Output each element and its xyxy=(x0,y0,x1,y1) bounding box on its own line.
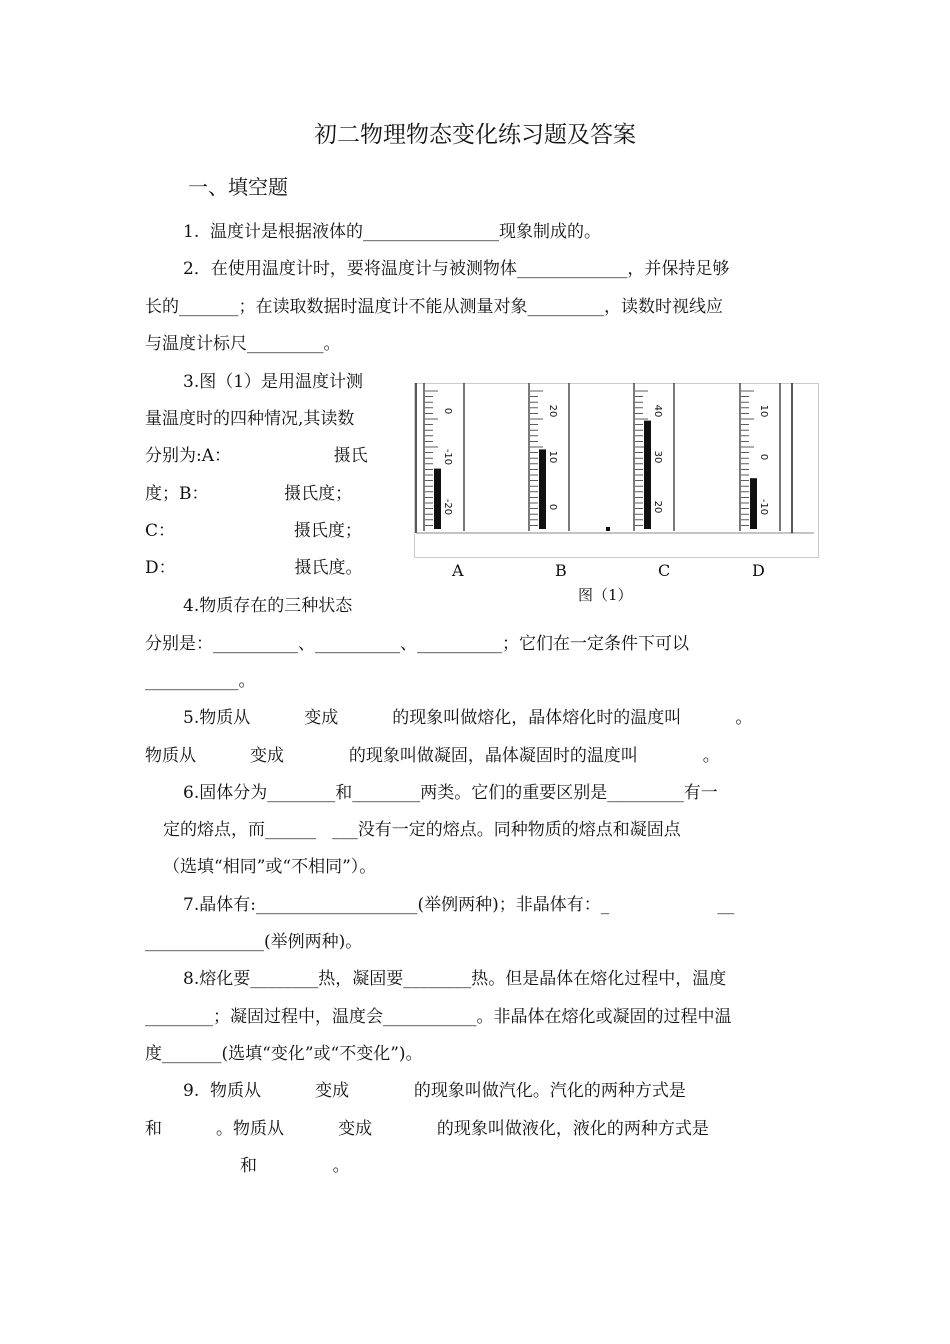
question-9-line-1: 9. 物质从 变成 的现象叫做汽化。汽化的两种方式是 xyxy=(183,1081,686,1101)
question-1: 1. 温度计是根据液体的________________现象制成的。 xyxy=(183,222,602,242)
page-title: 初二物理物态变化练习题及答案 xyxy=(314,122,636,148)
thermometer-a-scale-label: -20 xyxy=(442,498,453,516)
figure-label-c: C xyxy=(658,561,671,580)
question-3-line-4: 度；B： 摄氏度； xyxy=(145,484,353,504)
question-8-line-1: 8.熔化要________热，凝固要________热。但是晶体在熔化过程中，温度 xyxy=(183,969,727,989)
thermometer-d-liquid xyxy=(750,478,757,529)
question-2-line-3: 与温度计标尺_________。 xyxy=(145,334,341,354)
thermometer-b-liquid xyxy=(539,449,546,529)
question-8-line-2: ________；凝固过程中，温度会___________。非晶体在熔化或凝固的过程中温 xyxy=(145,1007,732,1027)
question-6-line-1: 6.固体分为________和________两类。它们的重要区别是_________有一 xyxy=(183,783,718,803)
question-5-line-1: 5.物质从 变成 的现象叫做熔化，晶体熔化时的温度叫 。 xyxy=(183,708,753,728)
thermometer-c-scale-label: 30 xyxy=(652,450,663,464)
thermometer-c-scale-label: 20 xyxy=(652,500,663,514)
question-3-line-2: 量温度时的四种情况,其读数 xyxy=(145,409,355,429)
thermometer-d-scale-label: 0 xyxy=(758,453,769,461)
question-3-line-3: 分别为:A： 摄氏 xyxy=(145,446,368,466)
figure-label-a: A xyxy=(452,561,464,580)
question-6-line-2: 定的熔点，而______ ___没有一定的熔点。同种物质的熔点和凝固点 xyxy=(163,820,681,840)
question-9-line-2: 和 。物质从 变成 的现象叫做液化，液化的两种方式是 xyxy=(145,1119,709,1139)
question-7-line-2: ______________(举例两种)。 xyxy=(145,932,363,952)
thermometer-d-scale-label: 10 xyxy=(758,404,769,418)
question-2-line-2: 长的_______；在读取数据时温度计不能从测量对象_________，读数时视线应 xyxy=(145,297,723,317)
figure-label-b: B xyxy=(555,561,567,580)
thermometer-b-scale-label: 0 xyxy=(547,503,558,511)
question-3-line-1: 3.图（1）是用温度计测 xyxy=(183,372,364,392)
section-heading: 一、填空题 xyxy=(188,175,288,199)
thermometer-b-scale-label: 10 xyxy=(547,450,558,464)
figure-caption: 图（1） xyxy=(578,586,633,604)
question-8-line-3: 度_______(选填“变化”或“不变化”)。 xyxy=(145,1044,423,1064)
question-7-line-1: 7.晶体有:___________________(举例两种)；非晶体有：_ __ xyxy=(183,895,735,915)
question-4-line-3: ___________。 xyxy=(145,671,256,691)
question-3-line-5: C： 摄氏度； xyxy=(145,521,362,541)
thermometer-a-scale-label: -10 xyxy=(442,448,453,466)
thermometer-c-liquid xyxy=(644,421,651,529)
question-3-line-6: D： 摄氏度。 xyxy=(145,558,363,578)
thermometer-a-liquid xyxy=(434,469,441,529)
thermometer-d-scale-label: -10 xyxy=(758,498,769,516)
thermometer-b-scale-label: 20 xyxy=(547,404,558,418)
question-2-line-1: 2．在使用温度计时，要将温度计与被测物体_____________，并保持足够 xyxy=(183,259,730,279)
question-4-line-1: 4.物质存在的三种状态 xyxy=(183,596,353,616)
question-6-line-3: （选填“相同”或“不相同”）。 xyxy=(163,857,377,877)
thermometer-c-scale-label: 40 xyxy=(652,404,663,418)
figure-label-d: D xyxy=(752,561,765,580)
question-5-line-2: 物质从 变成 的现象叫做凝固，晶体凝固时的温度叫 。 xyxy=(145,746,720,766)
thermometer-figure xyxy=(414,383,819,558)
question-9-line-3: 和 。 xyxy=(240,1156,350,1176)
thermometer-a-scale-label: 0 xyxy=(442,407,453,415)
question-4-line-2: 分别是：__________、__________、__________；它们在一定条件下可以 xyxy=(145,634,689,654)
